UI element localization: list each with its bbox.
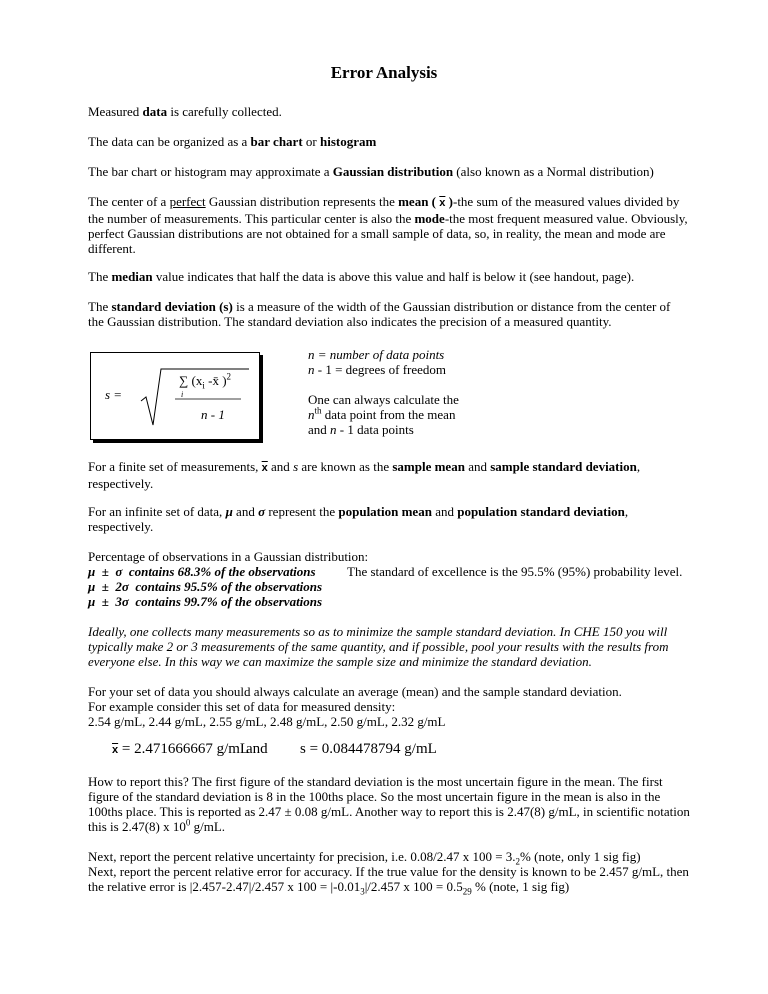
text: or [302, 134, 321, 149]
text: -the sum of the measured values divided by the number of measurements. This particular center is also the [88, 194, 680, 226]
text: and [464, 459, 491, 474]
text: 2.54 g/mL, 2.44 g/mL, 2.55 g/mL, 2.48 g/mL, 2.50 g/mL, 2.32 g/mL [88, 714, 446, 729]
text: $\overline{x}$ [112, 744, 119, 756]
text: = 2.471666667 g/mL [118, 741, 250, 757]
text: sample standard deviation [490, 459, 637, 474]
text: For an infinite set of data, [88, 504, 226, 519]
text: Next, report the percent relative uncertainty for precision, i.e. 0.08/2.47 x 100 = 3. [88, 849, 516, 864]
text: sample mean [392, 459, 465, 474]
text: - 1 data points [336, 422, 414, 437]
text: s [293, 459, 299, 474]
para-infinite [88, 504, 688, 534]
text: s = 0.084478794 g/mL [300, 741, 437, 757]
text: data [142, 104, 168, 119]
text: th [314, 405, 322, 416]
excellence-note: The standard of excellence is the 95.5% (95%) probability level. [347, 564, 683, 579]
text: , respectively. [88, 504, 629, 534]
text: population standard deviation [457, 504, 625, 519]
text: mode [414, 211, 445, 226]
text: Gaussian distribution represents the [205, 194, 399, 209]
text: The [88, 269, 112, 284]
text: 2 [226, 371, 232, 382]
text: , respectively. [88, 459, 641, 491]
formula-denominator: n - 1 [201, 407, 225, 422]
text: and [308, 422, 331, 437]
text: are known as the [298, 459, 393, 474]
text: and [232, 504, 259, 519]
text: and [246, 741, 268, 757]
text: and [271, 459, 294, 474]
text: For example consider this set of data for measured density: [88, 699, 396, 714]
text: (also known as a Normal distribution) [453, 164, 654, 179]
para-gaussian [88, 164, 698, 179]
text: Next, report the percent relative error for accuracy. If the true value for the density is known to be 2.457 g/mL, then [88, 864, 689, 879]
text: -the most frequent measured value. Obviously, perfect Gaussian distributions are not obtained for a small sample of data, so, in reality, the mean and mode are different. [88, 211, 688, 256]
text: and [431, 504, 458, 519]
formula-lhs: s = [105, 387, 123, 402]
text: $\overline{x}$ [439, 197, 446, 209]
text: represent the [265, 504, 339, 519]
para-center [88, 194, 688, 256]
text: is carefully collected. [167, 104, 282, 119]
para-stddev [88, 299, 688, 329]
text: For a finite set of measurements, [88, 459, 262, 474]
text: n [308, 362, 315, 377]
para-dataset [88, 684, 698, 729]
text: - 1 = degrees of freedom [314, 362, 446, 377]
result-line [112, 741, 722, 759]
text: g/mL. [190, 819, 226, 834]
text: Percentage of observations in a Gaussian distribution: [88, 549, 369, 564]
page-title: Error Analysis [330, 63, 438, 82]
text: % (note, 1 sig fig) [471, 879, 570, 894]
formula-box [90, 352, 260, 440]
text: 29 [462, 886, 472, 897]
text: median [111, 269, 153, 284]
text: 0 [185, 817, 191, 828]
text: 3 [360, 886, 365, 897]
text: standard deviation (s) [111, 299, 233, 314]
text: $\overline{x}$ [261, 462, 268, 474]
text: For your set of data you should always calculate an average (mean) and the sample standard deviation. [88, 684, 622, 699]
formula-index: i [181, 390, 184, 399]
text: Gaussian distribution [332, 164, 454, 179]
para-finite [88, 459, 688, 491]
text: n [308, 407, 315, 422]
text: % (note, only 1 sig fig) [520, 849, 641, 864]
text: One can always calculate the [308, 392, 459, 407]
text: histogram [320, 134, 377, 149]
text: i [202, 380, 205, 391]
text: population mean [338, 504, 432, 519]
text: ∑ (x [179, 373, 203, 388]
text: μ [225, 504, 233, 519]
percentage-list [88, 549, 698, 609]
text: Measured [88, 104, 143, 119]
text: 2 [515, 856, 521, 867]
para-next [88, 849, 708, 897]
formula-numerator [179, 371, 232, 391]
text: The data can be organized as a [88, 134, 251, 149]
para-ideally: Ideally, one collects many measurements so as to minimize the sample standard deviation. In CHE 150 you will typically make 2 or 3 measurements of the same quantity, and if possible, pool your results with the results from everyone else. In this way we can maximize the sample size and minimize the standard deviation. [88, 624, 669, 669]
text: the relative error is |2.457-2.47|/2.457 x 100 = |-0.01 [88, 879, 361, 894]
para-measured [88, 104, 698, 119]
formula-notes [308, 347, 568, 437]
text: bar chart [250, 134, 303, 149]
text: The bar chart or histogram may approximate a [88, 164, 333, 179]
text: μ ± 3σ contains 99.7% of the observations [88, 594, 323, 609]
para-report [88, 774, 693, 834]
text: mean ( [398, 194, 440, 209]
para-organized [88, 134, 698, 149]
text: -x̄ ) [204, 373, 227, 388]
text: σ [258, 504, 266, 519]
para-median [88, 269, 698, 284]
text: n = number of data points [308, 347, 445, 362]
text: The [88, 299, 112, 314]
text: The center of a [88, 194, 170, 209]
text: μ ± σ contains 68.3% of the observations [88, 564, 316, 579]
text: value indicates that half the data is above this value and half is below it (see handout, page). [152, 269, 635, 284]
text: is a measure of the width of the Gaussian distribution or distance from the center of the Gaussian distribution. The standard deviation also indicates the precision of a measured quantity. [88, 299, 671, 329]
text: data point from the mean [321, 407, 456, 422]
text: μ ± 2σ contains 95.5% of the observations [88, 579, 323, 594]
text: |/2.457 x 100 = 0.5 [364, 879, 463, 894]
text: perfect [169, 194, 206, 209]
text: How to report this? The first figure of the standard deviation is the most uncertain figure in the mean. The first figure of the standard deviation is 8 in the 100ths place. So the most uncertain figure in the mean is also in the 100ths place. This is reported as 2.47 ± 0.08 g/mL. Another way to report this is 2.47(8) g/mL, in scientific notation this is 2.47(8) x 10 [88, 774, 690, 834]
text: ) [445, 194, 453, 209]
text: n [330, 422, 337, 437]
